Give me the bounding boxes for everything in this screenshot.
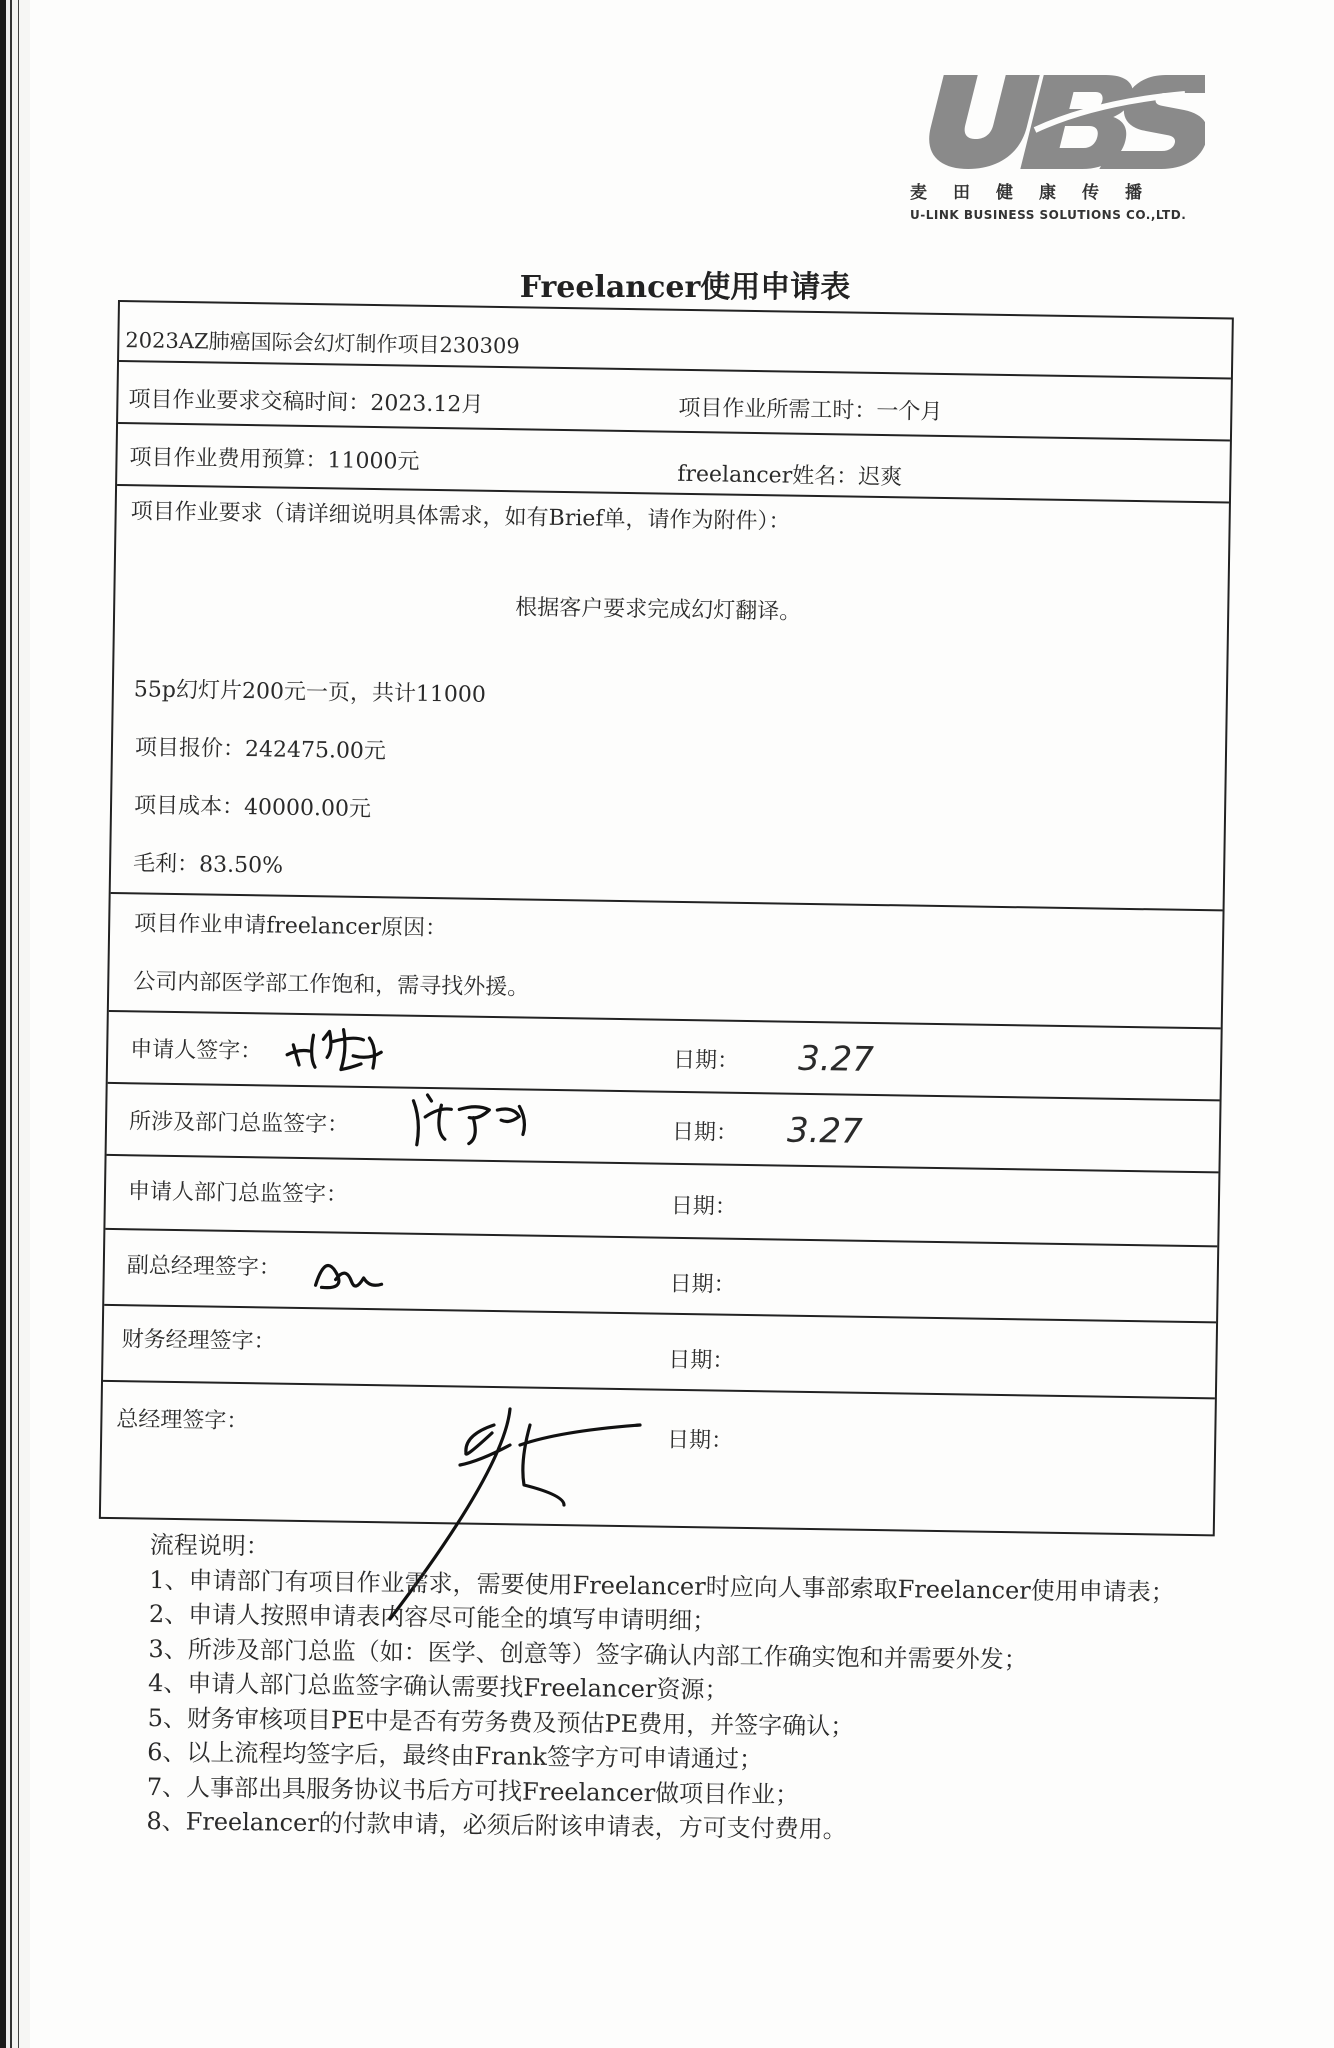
process-step: 3、所涉及部门总监（如：医学、创意等）签字确认内部工作确实饱和并需要外发； [148, 1634, 1028, 1674]
process-step: 2、申请人按照申请表内容尽可能全的填写申请明细； [148, 1599, 717, 1635]
process-title: 流程说明： [149, 1530, 270, 1561]
date-label: 日期： [668, 1347, 735, 1374]
budget-text: 项目作业费用预算：11000元 [129, 445, 420, 475]
work-hours-text: 项目作业所需工时：一个月 [678, 395, 943, 425]
process-step: 7、人事部出具服务协议书后方可找Freelancer做项目作业； [146, 1772, 800, 1809]
date-label: 日期： [669, 1271, 736, 1298]
row-requirements [111, 484, 1229, 911]
row-reason [109, 892, 1223, 1029]
signature-label: 所涉及部门总监签字： [128, 1109, 350, 1138]
deadline-text: 项目作业要求交稿时间：2023.12月 [128, 387, 484, 418]
date-label: 日期： [666, 1427, 734, 1454]
requirements-label: 项目作业要求（请详细说明具体需求，如有Brief单，请作为附件）： [130, 499, 791, 535]
process-step: 6、以上流程均签字后，最终由Frank签字方可申请通过； [147, 1737, 764, 1774]
deputy-gm-signature-image [309, 1245, 400, 1302]
signature-label: 副总经理签字： [126, 1253, 282, 1281]
reason-text: 公司内部医学部工作饱和，需寻找外援。 [133, 969, 530, 1001]
requirements-main-text: 根据客户要求完成幻灯翻译。 [515, 595, 802, 625]
date-label: 日期： [671, 1119, 739, 1146]
date-label: 日期： [670, 1193, 738, 1220]
company-logo [905, 70, 1205, 230]
signature-label: 申请人部门总监签字： [127, 1179, 349, 1208]
freelancer-name-text: freelancer姓名：迟爽 [677, 461, 903, 491]
logo-english-text: U-LINK BUSINESS SOLUTIONS CO.,LTD. [910, 208, 1187, 222]
process-step: 1、申请部门有项目作业需求，需要使用Freelancer时应向人事部索取Freelancer使用申请表； [149, 1565, 1175, 1607]
process-step: 8、Freelancer的付款申请，必须后附该申请表，方可支付费用。 [146, 1806, 847, 1844]
reason-label: 项目作业申请freelancer原因： [134, 911, 448, 942]
slides-price-text: 55p幻灯片200元一页，共计11000 [133, 677, 487, 708]
process-step: 5、财务审核项目PE中是否有劳务费及预估PE费用，并签字确认； [147, 1703, 855, 1741]
signature-date: 3.27 [786, 1110, 864, 1152]
ubs-logo-mark [905, 70, 1205, 170]
signature-label: 总经理签字： [116, 1407, 249, 1435]
process-notes [146, 1528, 1270, 1852]
signature-date: 3.27 [797, 1038, 875, 1080]
logo-chinese-text: 麦田健康传播 [910, 183, 1168, 203]
application-form-table [99, 300, 1234, 1536]
signature-label: 申请人签字： [130, 1037, 263, 1065]
gross-margin-text: 毛利：83.50% [132, 851, 284, 879]
date-label: 日期： [672, 1047, 740, 1074]
project-cost-text: 项目成本：40000.00元 [133, 793, 372, 823]
form-title: Freelancer使用申请表 [519, 270, 851, 305]
process-step: 4、申请人部门总监签字确认需要找Freelancer资源； [147, 1668, 729, 1705]
dept-director-signature-image [407, 1087, 558, 1159]
signature-label: 财务经理签字： [121, 1327, 276, 1355]
project-name-text: 2023AZ肺癌国际会幻灯制作项目230309 [125, 328, 520, 359]
applicant-signature-image [283, 1015, 414, 1087]
project-quote-text: 项目报价：242475.00元 [134, 735, 387, 765]
